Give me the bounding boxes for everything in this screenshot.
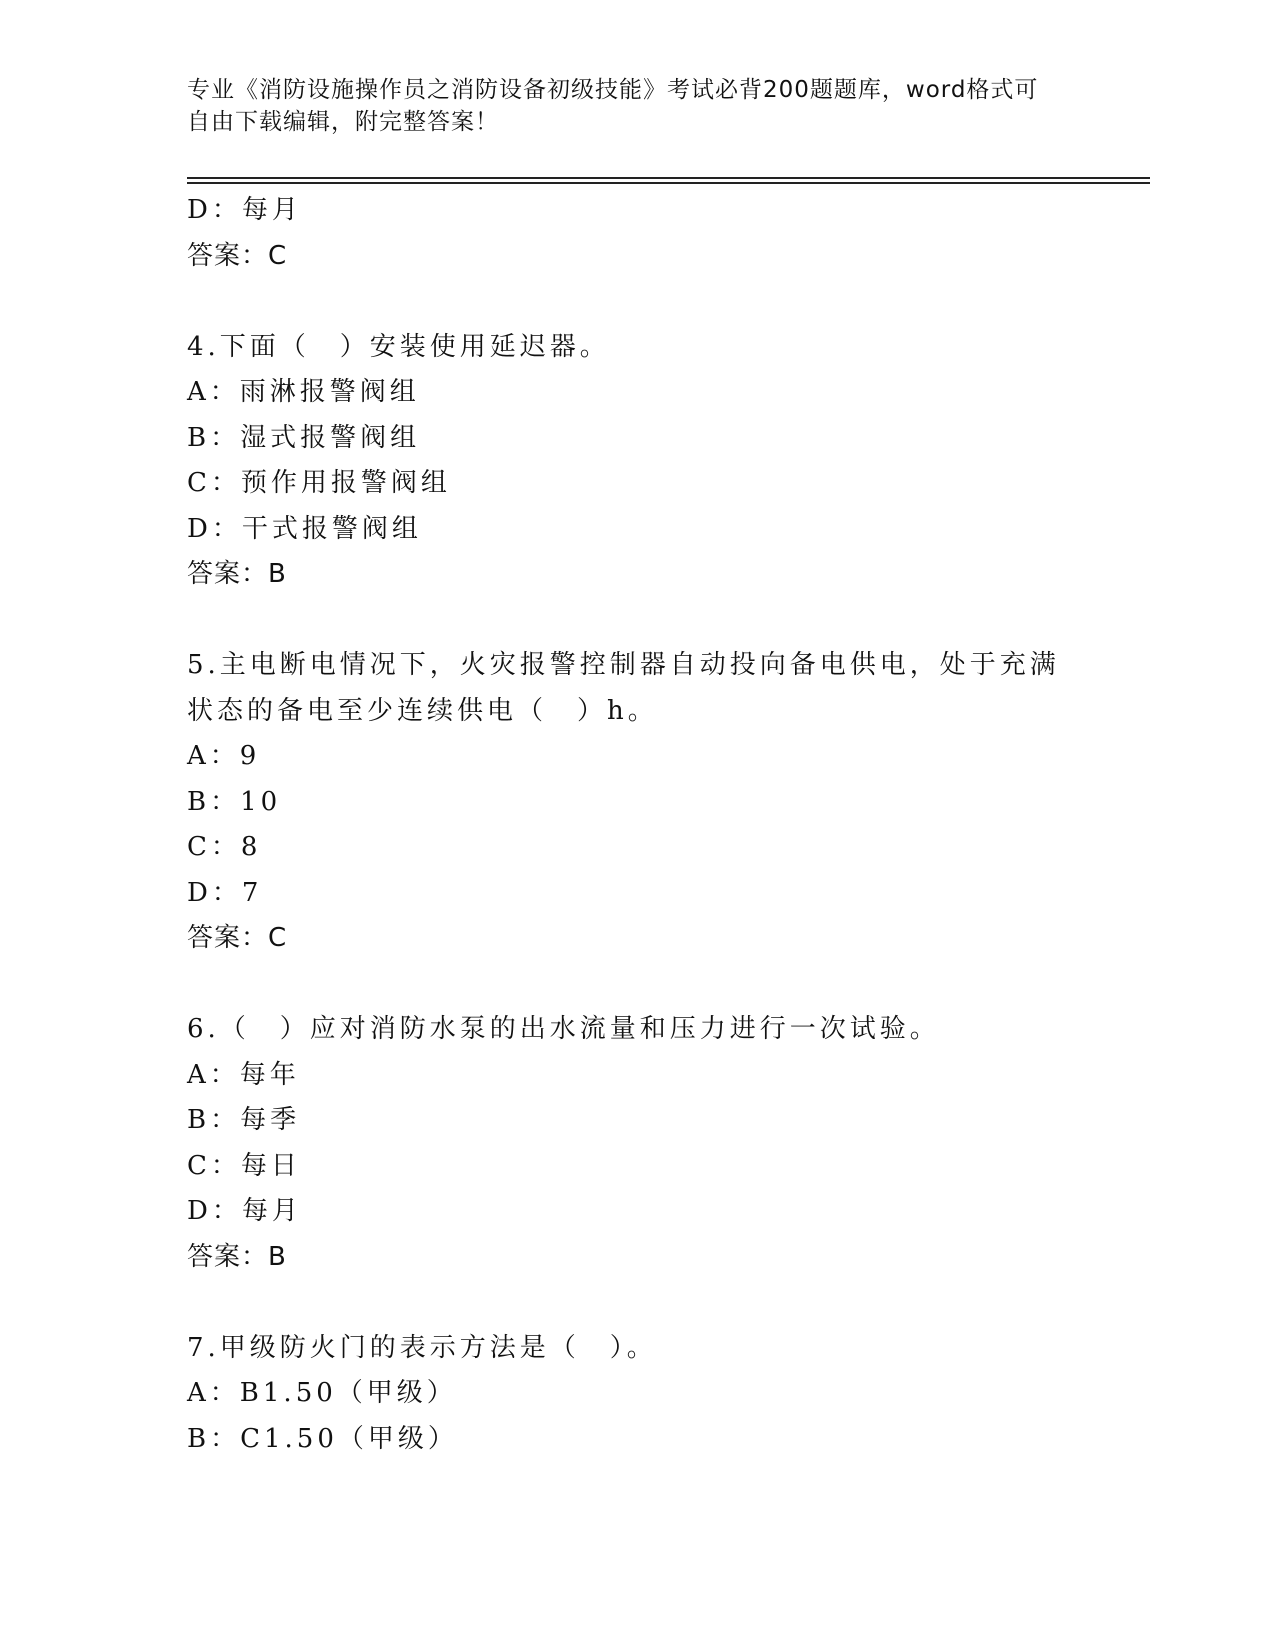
- header-divider-bottom: [187, 182, 1150, 184]
- answer-line: 答案：C: [187, 923, 288, 953]
- option-c: C：预作用报警阀组: [187, 468, 451, 498]
- answer-line: 答案：B: [187, 1241, 287, 1272]
- option-d: D：干式报警阀组: [187, 513, 422, 544]
- option-a: A：雨淋报警阀组: [187, 377, 420, 407]
- document-header: [187, 74, 1067, 138]
- option-d: D：每月: [187, 195, 302, 225]
- question-stem: 5.主电断电情况下，火灾报警控制器自动投向备电供电，处于充满状态的备电至少连续供电（ ）h。: [187, 650, 1060, 726]
- header-line-2: 自由下载编辑，附完整答案！: [187, 109, 499, 135]
- answer-line: 答案：B: [187, 559, 287, 589]
- question-stem: 4.下面（ ）安装使用延迟器。: [187, 331, 610, 362]
- option-a: A：B1.50（甲级）: [187, 1378, 457, 1408]
- option-b: B：C1.50（甲级）: [187, 1423, 458, 1454]
- option-a: A：每年: [187, 1059, 300, 1090]
- option-b: B：10: [187, 786, 282, 817]
- option-c: C：8: [187, 832, 262, 862]
- question-stem: 6.（ ）应对消防水泵的出水流量和压力进行一次试验。: [187, 1014, 940, 1044]
- option-a: A：9: [187, 741, 261, 771]
- question-stem: 7.甲级防火门的表示方法是（ ）。: [187, 1332, 657, 1363]
- option-b: B：每季: [187, 1105, 301, 1135]
- option-d: D：每月: [187, 1196, 302, 1226]
- option-c: C：每日: [187, 1150, 301, 1181]
- answer-line: 答案：C: [187, 240, 288, 271]
- header-divider-top: [187, 177, 1150, 179]
- question-list: [187, 188, 1087, 1462]
- option-b: B：湿式报警阀组: [187, 422, 421, 453]
- header-line-1: 专业《消防设施操作员之消防设备初级技能》考试必背200题题库，word格式可: [187, 77, 1039, 103]
- option-d: D：7: [187, 877, 263, 908]
